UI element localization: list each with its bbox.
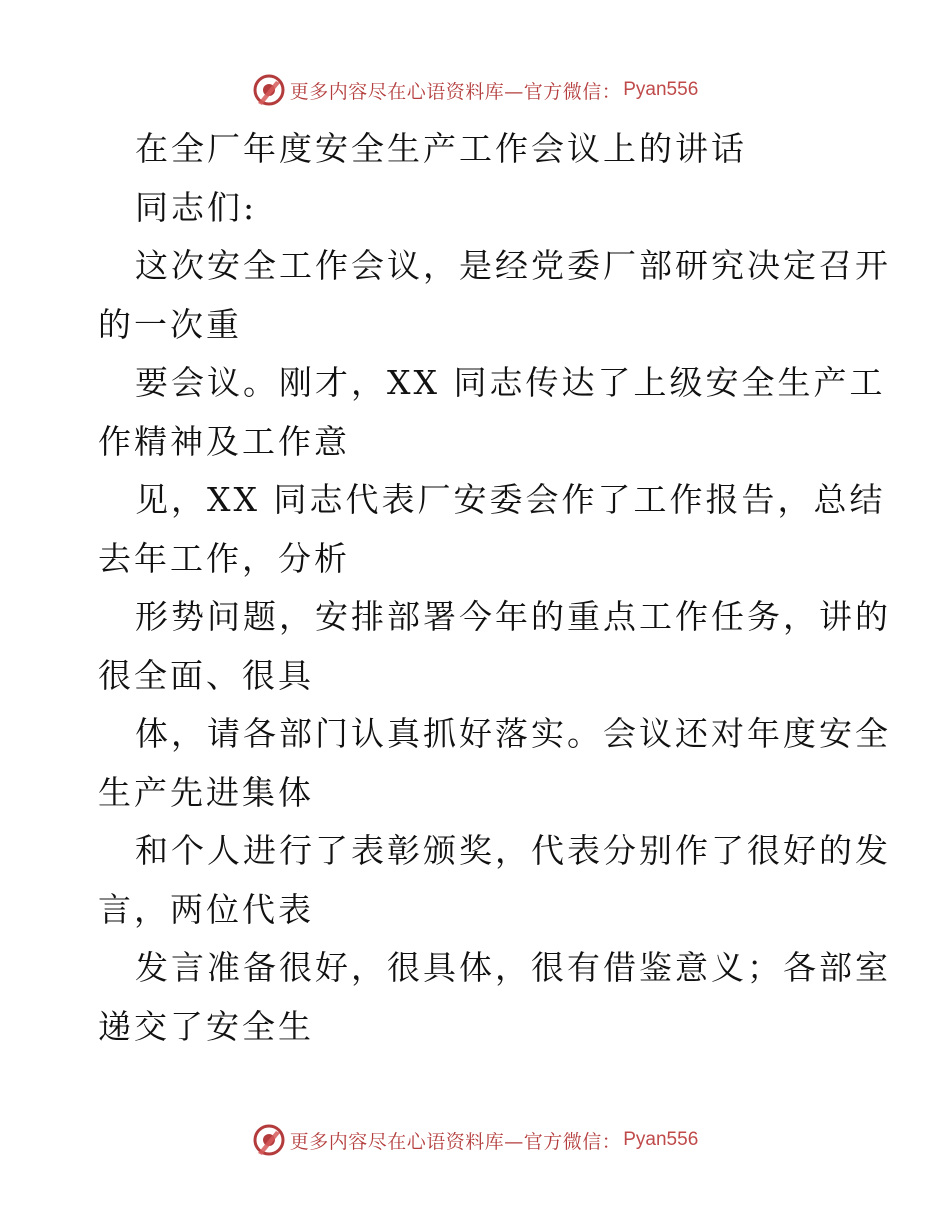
text-line: 见，XX 同志代表厂安委会作了工作报告，总结 [135,480,886,519]
text-line: 和个人进行了表彰颁奖，代表分别作了很好的发 [135,831,891,870]
text-line: 形势问题，安排部署今年的重点工作任务，讲的 [135,597,891,636]
text-line: 去年工作，分析 [98,538,350,578]
text-line: 同志们: [135,187,258,227]
banner-wechat-id: Pyan556 [623,79,699,100]
banner-text: 更多内容尽在心语资料库—官方微信： [289,80,622,103]
banner-text: 更多内容尽在心语资料库—官方微信： [289,1130,622,1153]
text-line: 的一次重 [98,304,242,344]
text-line: 这次安全工作会议，是经党委厂部研究决定召开 [135,246,891,285]
text-line: 言，两位代表 [98,889,314,929]
text-line: 递交了安全生 [98,1006,314,1046]
banner-wechat-id: Pyan556 [623,1129,699,1150]
text-line: 生产先进集体 [98,772,314,812]
header-banner [0,70,950,110]
footer-banner [0,1120,950,1160]
text-line: 要会议。刚才，XX 同志传达了上级安全生产工 [135,363,886,402]
text-line: 很全面、很具 [98,655,314,695]
text-line: 作精神及工作意 [98,421,350,461]
text-line: 发言准备很好，很具体，很有借鉴意义；各部室 [135,948,891,987]
document-body [98,120,891,1056]
pen-logo-icon [252,73,286,107]
text-line: 体，请各部门认真抓好落实。会议还对年度安全 [135,714,891,753]
document-title: 在全厂年度安全生产工作会议上的讲话 [135,129,747,168]
pen-logo-icon [252,1123,286,1157]
